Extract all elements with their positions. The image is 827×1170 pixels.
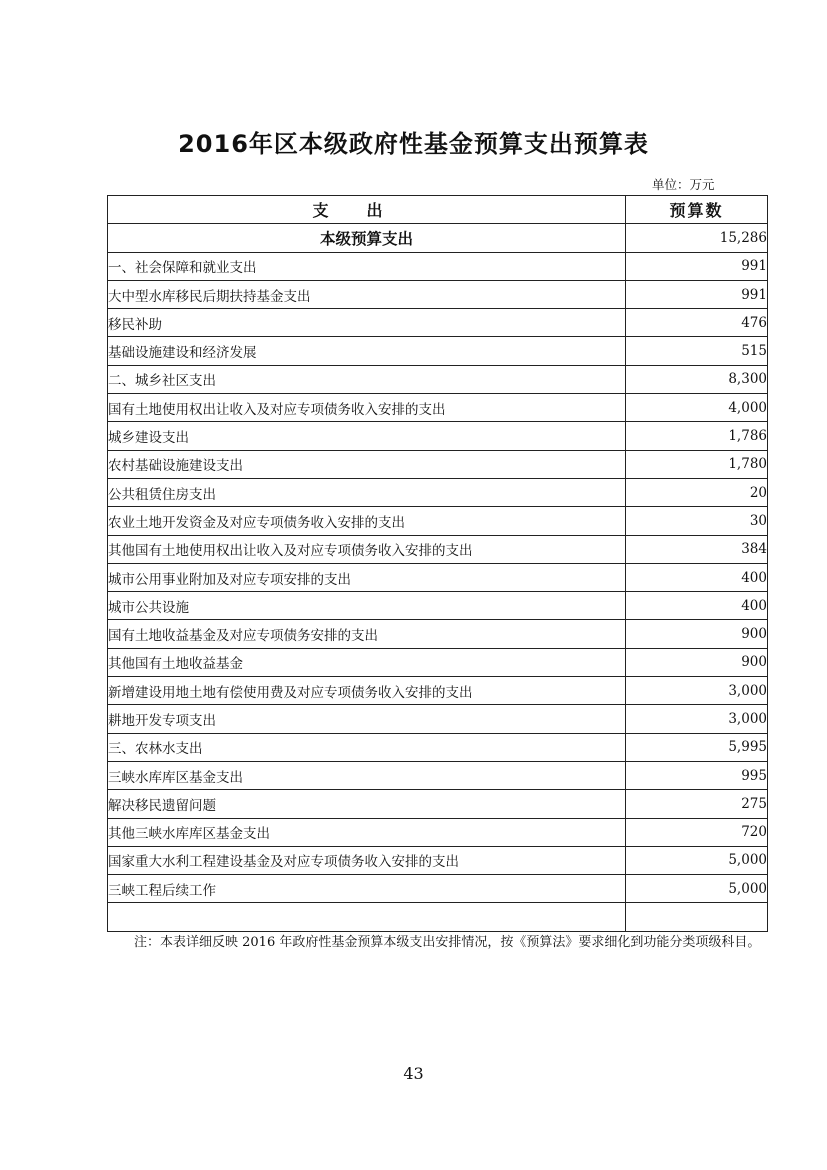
table-row xyxy=(108,478,768,506)
row-item-name: 二、城乡社区支出 xyxy=(108,365,626,393)
row-budget-value: 1,786 xyxy=(626,422,768,450)
table-row xyxy=(108,252,768,280)
row-item-name: 三峡工程后续工作 xyxy=(108,875,626,903)
table-note: 注：本表详细反映 2016 年政府性基金预算本级支出安排情况，按《预算法》要求细化到功能分类项级科目。 xyxy=(134,935,761,950)
budget-table xyxy=(107,195,768,932)
table-row xyxy=(108,875,768,903)
row-item-name: 城乡建设支出 xyxy=(108,422,626,450)
row-budget-value: 1,780 xyxy=(626,450,768,478)
row-budget-value: 400 xyxy=(626,592,768,620)
row-budget-value: 3,000 xyxy=(626,705,768,733)
table-row xyxy=(108,705,768,733)
page-number: 43 xyxy=(403,1064,424,1083)
row-item-name: 城市公用事业附加及对应专项安排的支出 xyxy=(108,563,626,591)
row-budget-value: 3,000 xyxy=(626,677,768,705)
row-item-name: 移民补助 xyxy=(108,309,626,337)
table-row xyxy=(108,337,768,365)
row-item-name: 其他三峡水库库区基金支出 xyxy=(108,818,626,846)
row-item-name: 城市公共设施 xyxy=(108,592,626,620)
table-row xyxy=(108,224,768,252)
row-item-name: 耕地开发专项支出 xyxy=(108,705,626,733)
table-row xyxy=(108,733,768,761)
table-row xyxy=(108,535,768,563)
table-header-row xyxy=(108,196,768,224)
table-row xyxy=(108,422,768,450)
row-budget-value: 5,000 xyxy=(626,875,768,903)
row-budget-value: 900 xyxy=(626,620,768,648)
row-item-name: 解决移民遗留问题 xyxy=(108,790,626,818)
row-item-name: 其他国有土地收益基金 xyxy=(108,648,626,676)
table-row xyxy=(108,450,768,478)
row-budget-value: 384 xyxy=(626,535,768,563)
row-budget-value: 900 xyxy=(626,648,768,676)
row-item-name: 大中型水库移民后期扶持基金支出 xyxy=(108,280,626,308)
row-item-name: 新增建设用地土地有偿使用费及对应专项债务收入安排的支出 xyxy=(108,677,626,705)
row-budget-value: 720 xyxy=(626,818,768,846)
row-budget-value: 20 xyxy=(626,478,768,506)
table-row xyxy=(108,280,768,308)
column-header-budget: 预算数 xyxy=(626,196,768,224)
row-budget-value: 991 xyxy=(626,252,768,280)
table-row xyxy=(108,394,768,422)
row-item-name: 公共租赁住房支出 xyxy=(108,478,626,506)
table-row xyxy=(108,592,768,620)
table-row xyxy=(108,365,768,393)
table-row xyxy=(108,761,768,789)
table-row xyxy=(108,507,768,535)
row-item-name: 国有土地使用权出让收入及对应专项债务收入安排的支出 xyxy=(108,394,626,422)
table-body xyxy=(108,224,768,931)
row-budget-value xyxy=(626,903,768,931)
row-item-name: 三、农林水支出 xyxy=(108,733,626,761)
row-item-name: 农村基础设施建设支出 xyxy=(108,450,626,478)
row-budget-value: 8,300 xyxy=(626,365,768,393)
table-row xyxy=(108,620,768,648)
table-row xyxy=(108,309,768,337)
row-item-name: 本级预算支出 xyxy=(108,224,626,252)
row-budget-value: 5,000 xyxy=(626,846,768,874)
row-budget-value: 476 xyxy=(626,309,768,337)
row-budget-value: 4,000 xyxy=(626,394,768,422)
row-item-name: 其他国有土地使用权出让收入及对应专项债务收入安排的支出 xyxy=(108,535,626,563)
table-row xyxy=(108,790,768,818)
row-item-name: 农业土地开发资金及对应专项债务收入安排的支出 xyxy=(108,507,626,535)
row-budget-value: 275 xyxy=(626,790,768,818)
table-row xyxy=(108,846,768,874)
row-item-name xyxy=(108,903,626,931)
row-budget-value: 5,995 xyxy=(626,733,768,761)
row-budget-value: 15,286 xyxy=(626,224,768,252)
table-row xyxy=(108,648,768,676)
column-header-expenditure: 支出 xyxy=(108,196,626,224)
row-item-name: 国有土地收益基金及对应专项债务安排的支出 xyxy=(108,620,626,648)
row-budget-value: 515 xyxy=(626,337,768,365)
unit-label: 单位：万元 xyxy=(652,177,715,192)
row-budget-value: 30 xyxy=(626,507,768,535)
row-item-name: 一、社会保障和就业支出 xyxy=(108,252,626,280)
table-row xyxy=(108,563,768,591)
row-budget-value: 991 xyxy=(626,280,768,308)
table-row xyxy=(108,677,768,705)
table-row xyxy=(108,903,768,931)
document-title: 2016年区本级政府性基金预算支出预算表 xyxy=(178,130,649,158)
row-budget-value: 400 xyxy=(626,563,768,591)
row-item-name: 三峡水库库区基金支出 xyxy=(108,761,626,789)
row-item-name: 基础设施建设和经济发展 xyxy=(108,337,626,365)
row-budget-value: 995 xyxy=(626,761,768,789)
row-item-name: 国家重大水利工程建设基金及对应专项债务收入安排的支出 xyxy=(108,846,626,874)
table-row xyxy=(108,818,768,846)
